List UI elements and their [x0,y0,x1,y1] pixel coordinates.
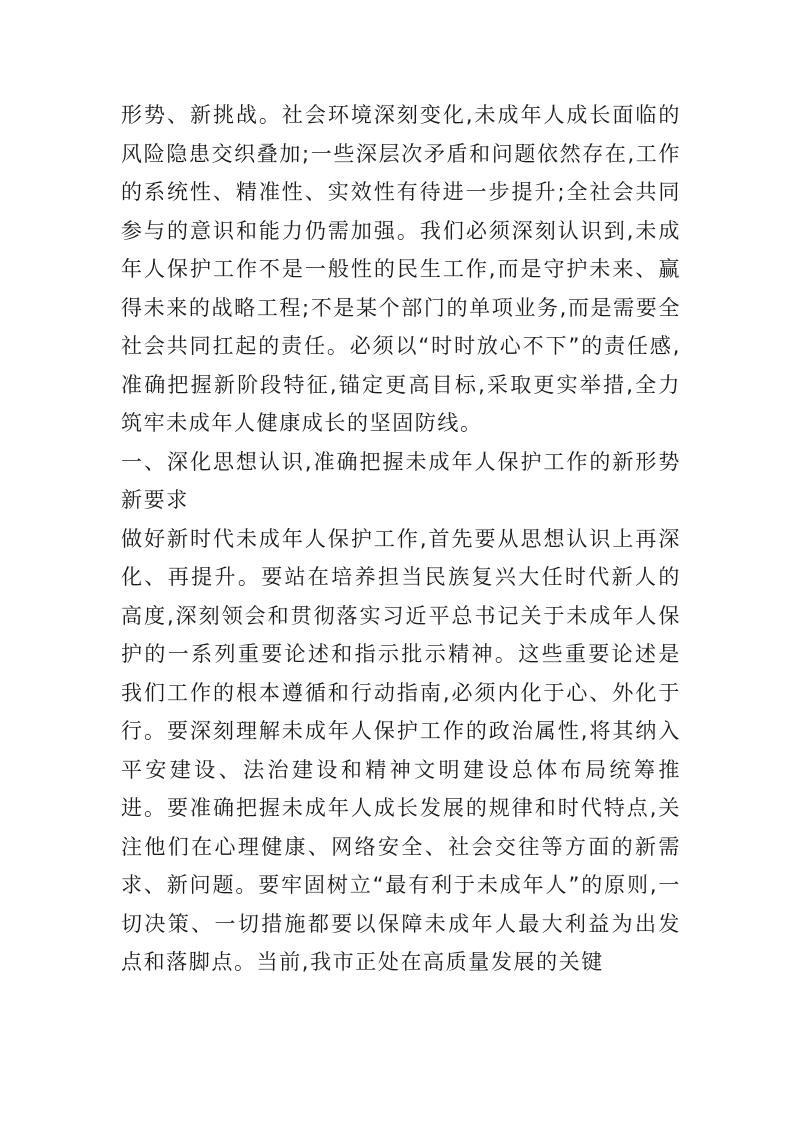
body-paragraph: 形势、新挑战。社会环境深刻变化,未成年人成长面临的风险隐患交织叠加;一些深层次矛盾和问题依然存在,工作的系统性、精准性、实效性有待进一步提升;全社会共同参与的意识和能力仍需加强。我们必须深刻认识到,未成年人保护工作不是一般性的民生工作,而是守护未来、赢得未来的战略工程;不是某个部门的单项业务,而是需要全社会共同扛起的责任。必须以“时时放心不下”的责任感,准确把握新阶段特征,锚定更高目标,采取更实举措,全力筑牢未成年人健康成长的坚固防线。 [121,103,681,435]
section-heading: 一、深化思想认识,准确把握未成年人保护工作的新形势新要求 [121,449,681,512]
body-paragraph: 做好新时代未成年人保护工作,首先要从思想认识上再深化、再提升。要站在培养担当民族复兴大任时代新人的高度,深刻领会和贯彻落实习近平总书记关于未成年人保护的一系列重要论述和指示批示精神。这些重要论述是我们工作的根本遵循和行动指南,必须内化于心、外化于行。要深刻理解未成年人保护工作的政治属性,将其纳入平安建设、法治建设和精神文明建设总体布局统筹推进。要准确把握未成年人成长发展的规律和时代特点,关注他们在心理健康、网络安全、社会交往等方面的新需求、新问题。要牢固树立“最有利于未成年人”的原则,一切决策、一切措施都要以保障未成年人最大利益为出发点和落脚点。当前,我市正处在高质量发展的关键 [121,526,681,974]
document-body [121,96,681,982]
